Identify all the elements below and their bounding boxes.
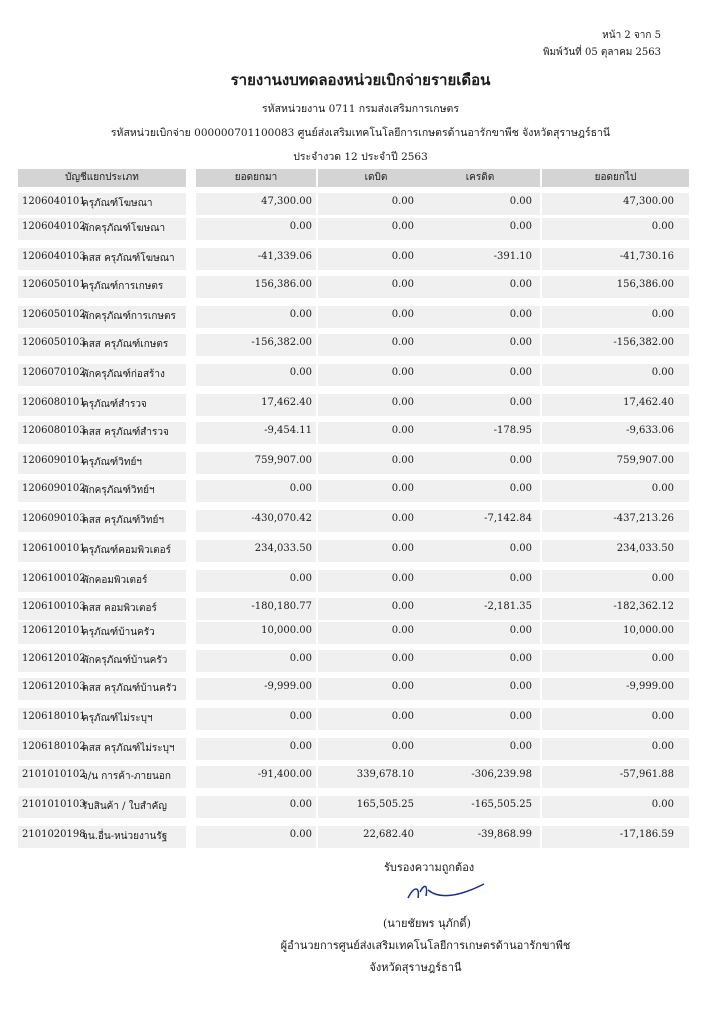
debit-value: 0.00 xyxy=(391,337,414,348)
account-code: 1206100102 xyxy=(22,573,86,584)
account-code: 1206050103 xyxy=(22,337,86,348)
carried-forward-value: 0.00 xyxy=(651,711,674,722)
account-code: 1206090102 xyxy=(22,483,86,494)
brought-forward-value: 0.00 xyxy=(289,573,312,584)
account-name: ครุภัณฑ์วิทย์ฯ xyxy=(82,457,142,468)
carried-forward-value: -156,382.00 xyxy=(613,337,674,348)
account-code: 1206120101 xyxy=(22,625,86,636)
carried-forward-value: 0.00 xyxy=(651,483,674,494)
credit-value: 0.00 xyxy=(509,653,532,664)
credit-value: 0.00 xyxy=(509,367,532,378)
signer-position: ผู้อำนวยการศูนย์ส่งเสริมเทคโนโลยีการเกษตรด้านอารักขาพืช xyxy=(280,939,571,952)
credit-value: 0.00 xyxy=(509,309,532,320)
debit-value: 0.00 xyxy=(391,513,414,524)
table-row xyxy=(18,510,690,530)
brought-forward-value: -41,339.06 xyxy=(257,251,312,262)
credit-value: 0.00 xyxy=(509,455,532,466)
brought-forward-value: 47,300.00 xyxy=(261,196,312,207)
credit-value: 0.00 xyxy=(509,711,532,722)
carried-forward-value: 234,033.50 xyxy=(616,543,674,554)
debit-value: 0.00 xyxy=(391,543,414,554)
account-name: พักครุภัณฑ์ก่อสร้าง xyxy=(82,369,165,380)
table-row xyxy=(18,334,690,354)
table-row xyxy=(18,598,690,618)
account-code: 2101010103 xyxy=(22,799,86,810)
account-code: 1206050101 xyxy=(22,279,86,290)
credit-value: -306,239.98 xyxy=(471,769,532,780)
brought-forward-value: 0.00 xyxy=(289,741,312,752)
carried-forward-value: -9,633.06 xyxy=(626,425,674,436)
account-name: ครุภัณฑ์คอมพิวเตอร์ xyxy=(82,545,172,556)
brought-forward-value: -9,999.00 xyxy=(264,681,312,692)
brought-forward-value: -180,180.77 xyxy=(251,601,312,612)
credit-value: 0.00 xyxy=(509,573,532,584)
brought-forward-value: -156,382.00 xyxy=(251,337,312,348)
carried-forward-value: -9,999.00 xyxy=(626,681,674,692)
account-code: 1206120102 xyxy=(22,653,86,664)
account-name: คสส คอมพิวเตอร์ xyxy=(82,603,157,614)
brought-forward-value: 0.00 xyxy=(289,711,312,722)
brought-forward-value: 0.00 xyxy=(289,309,312,320)
col-header-brought-forward: ยอดยกมา xyxy=(196,169,316,187)
brought-forward-value: 234,033.50 xyxy=(254,543,312,554)
table-row xyxy=(18,276,690,296)
account-name: คสส ครุภัณฑ์เกษตร xyxy=(82,339,169,350)
debit-value: 0.00 xyxy=(391,279,414,290)
account-code: 1206100103 xyxy=(22,601,86,612)
account-code: 1206180101 xyxy=(22,711,86,722)
debit-value: 22,682.40 xyxy=(363,829,414,840)
table-row xyxy=(18,622,690,642)
brought-forward-value: 0.00 xyxy=(289,829,312,840)
table-row xyxy=(18,796,690,816)
table-row xyxy=(18,452,690,472)
carried-forward-value: 759,907.00 xyxy=(616,455,674,466)
carried-forward-value: 17,462.40 xyxy=(623,397,674,408)
carried-forward-value: 0.00 xyxy=(651,309,674,320)
credit-value: -165,505.25 xyxy=(471,799,532,810)
credit-value: 0.00 xyxy=(509,337,532,348)
debit-value: 165,505.25 xyxy=(356,799,414,810)
account-code: 1206040101 xyxy=(22,196,86,207)
disbursing-unit-line: รหัสหน่วยเบิกจ่าย 000000701100083 ศูนย์ส่งเสริมเทคโนโลยีการเกษตรด้านอารักขาพืช จังหวัดสุราษฎร์ธานี xyxy=(110,127,611,139)
print-date: พิมพ์วันที่ 05 ตุลาคม 2563 xyxy=(542,47,661,58)
table-row xyxy=(18,248,690,268)
debit-value: 0.00 xyxy=(391,483,414,494)
table-row xyxy=(18,540,690,560)
account-name: จ/น การค้า-ภายนอก xyxy=(82,771,171,782)
table-row xyxy=(18,738,690,758)
agency-line: รหัสหน่วยงาน 0711 กรมส่งเสริมการเกษตร xyxy=(262,103,459,115)
debit-value: 0.00 xyxy=(391,455,414,466)
account-code: 1206040103 xyxy=(22,251,86,262)
account-name: คสส ครุภัณฑ์โฆษณา xyxy=(82,253,175,264)
debit-value: 0.00 xyxy=(391,601,414,612)
credit-value: 0.00 xyxy=(509,681,532,692)
account-name: พักครุภัณฑ์โฆษณา xyxy=(82,223,166,234)
table-row xyxy=(18,766,690,786)
account-code: 1206050102 xyxy=(22,309,86,320)
debit-value: 0.00 xyxy=(391,196,414,207)
carried-forward-value: 0.00 xyxy=(651,573,674,584)
table-row xyxy=(18,364,690,384)
account-code: 1206080101 xyxy=(22,397,86,408)
brought-forward-value: 10,000.00 xyxy=(261,625,312,636)
signature xyxy=(400,878,490,908)
brought-forward-value: 759,907.00 xyxy=(254,455,312,466)
debit-value: 0.00 xyxy=(391,309,414,320)
account-name: คสส ครุภัณฑ์ไม่ระบุฯ xyxy=(82,743,175,754)
account-name: พักครุภัณฑ์วิทย์ฯ xyxy=(82,485,155,496)
table-row xyxy=(18,394,690,414)
debit-value: 0.00 xyxy=(391,681,414,692)
brought-forward-value: 0.00 xyxy=(289,221,312,232)
account-name: รับสินค้า / ใบสำคัญ xyxy=(82,801,167,812)
table-row xyxy=(18,218,690,238)
account-name: ครุภัณฑ์การเกษตร xyxy=(82,281,164,292)
account-code: 1206090103 xyxy=(22,513,86,524)
table-row xyxy=(18,480,690,500)
carried-forward-value: 0.00 xyxy=(651,799,674,810)
credit-value: 0.00 xyxy=(509,543,532,554)
credit-value: -2,181.35 xyxy=(484,601,532,612)
account-code: 1206120103 xyxy=(22,681,86,692)
table-row xyxy=(18,650,690,670)
account-code: 1206070102 xyxy=(22,367,86,378)
account-code: 2101020198 xyxy=(22,829,86,840)
account-code: 1206080103 xyxy=(22,425,86,436)
page-number: หน้า 2 จาก 5 xyxy=(602,30,661,41)
carried-forward-value: 47,300.00 xyxy=(623,196,674,207)
account-name: จน.อื่น-หน่วยงานรัฐ xyxy=(82,831,168,842)
account-name: คสส ครุภัณฑ์วิทย์ฯ xyxy=(82,515,164,526)
account-name: พักครุภัณฑ์บ้านครัว xyxy=(82,655,168,666)
carried-forward-value: -437,213.26 xyxy=(613,513,674,524)
credit-value: 0.00 xyxy=(509,221,532,232)
carried-forward-value: 156,386.00 xyxy=(616,279,674,290)
account-code: 1206040102 xyxy=(22,221,86,232)
account-name: ครุภัณฑ์ไม่ระบุฯ xyxy=(82,713,153,724)
carried-forward-value: -57,961.88 xyxy=(619,769,674,780)
account-code: 1206090101 xyxy=(22,455,86,466)
account-name: ครุภัณฑ์โฆษณา xyxy=(82,198,153,209)
col-header-credit: เครดิต xyxy=(420,169,540,187)
signer-name: (นายชัยพร นุภักดิ์) xyxy=(383,917,471,930)
debit-value: 0.00 xyxy=(391,741,414,752)
credit-value: 0.00 xyxy=(509,741,532,752)
carried-forward-value: 10,000.00 xyxy=(623,625,674,636)
account-name: ครุภัณฑ์บ้านครัว xyxy=(82,627,155,638)
debit-value: 0.00 xyxy=(391,367,414,378)
credit-value: 0.00 xyxy=(509,625,532,636)
debit-value: 0.00 xyxy=(391,711,414,722)
account-name: คสส ครุภัณฑ์บ้านครัว xyxy=(82,683,177,694)
brought-forward-value: -9,454.11 xyxy=(264,425,312,436)
account-name: ครุภัณฑ์สำรวจ xyxy=(82,399,147,410)
brought-forward-value: -91,400.00 xyxy=(257,769,312,780)
debit-value: 0.00 xyxy=(391,625,414,636)
credit-value: 0.00 xyxy=(509,279,532,290)
credit-value: -39,868.99 xyxy=(477,829,532,840)
table-row xyxy=(18,570,690,590)
debit-value: 0.00 xyxy=(391,573,414,584)
brought-forward-value: 0.00 xyxy=(289,799,312,810)
account-code: 1206100101 xyxy=(22,543,86,554)
account-code: 2101010102 xyxy=(22,769,86,780)
carried-forward-value: -182,362.12 xyxy=(613,601,674,612)
credit-value: 0.00 xyxy=(509,397,532,408)
table-row xyxy=(18,193,690,213)
debit-value: 0.00 xyxy=(391,397,414,408)
credit-value: -7,142.84 xyxy=(484,513,532,524)
credit-value: -391.10 xyxy=(493,251,532,262)
report-title: รายงานงบทดลองหน่วยเบิกจ่ายรายเดือน xyxy=(230,71,491,89)
col-header-debit: เดบิต xyxy=(318,169,434,187)
account-name: พักคอมพิวเตอร์ xyxy=(82,575,148,586)
brought-forward-value: -430,070.42 xyxy=(251,513,312,524)
brought-forward-value: 0.00 xyxy=(289,653,312,664)
credit-value: -178.95 xyxy=(493,425,532,436)
carried-forward-value: -17,186.59 xyxy=(619,829,674,840)
carried-forward-value: -41,730.16 xyxy=(619,251,674,262)
account-code: 1206180102 xyxy=(22,741,86,752)
period-line: ประจำงวด 12 ประจำปี 2563 xyxy=(293,151,428,163)
debit-value: 0.00 xyxy=(391,653,414,664)
carried-forward-value: 0.00 xyxy=(651,741,674,752)
account-name: พักครุภัณฑ์การเกษตร xyxy=(82,311,176,322)
credit-value: 0.00 xyxy=(509,483,532,494)
debit-value: 0.00 xyxy=(391,221,414,232)
carried-forward-value: 0.00 xyxy=(651,653,674,664)
brought-forward-value: 0.00 xyxy=(289,483,312,494)
table-row xyxy=(18,678,690,698)
certify-label: รับรองความถูกต้อง xyxy=(384,861,475,874)
table-row xyxy=(18,422,690,442)
account-name: คสส ครุภัณฑ์สำรวจ xyxy=(82,427,169,438)
carried-forward-value: 0.00 xyxy=(651,367,674,378)
table-row xyxy=(18,826,690,846)
col-header-account: บัญชีแยกประเภท xyxy=(18,169,186,187)
brought-forward-value: 0.00 xyxy=(289,367,312,378)
table-row xyxy=(18,708,690,728)
debit-value: 0.00 xyxy=(391,425,414,436)
debit-value: 0.00 xyxy=(391,251,414,262)
brought-forward-value: 156,386.00 xyxy=(254,279,312,290)
credit-value: 0.00 xyxy=(509,196,532,207)
table-row xyxy=(18,306,690,326)
carried-forward-value: 0.00 xyxy=(651,221,674,232)
debit-value: 339,678.10 xyxy=(356,769,414,780)
signer-province: จังหวัดสุราษฎร์ธานี xyxy=(369,961,462,974)
col-header-carried-forward: ยอดยกไป xyxy=(542,169,689,187)
brought-forward-value: 17,462.40 xyxy=(261,397,312,408)
